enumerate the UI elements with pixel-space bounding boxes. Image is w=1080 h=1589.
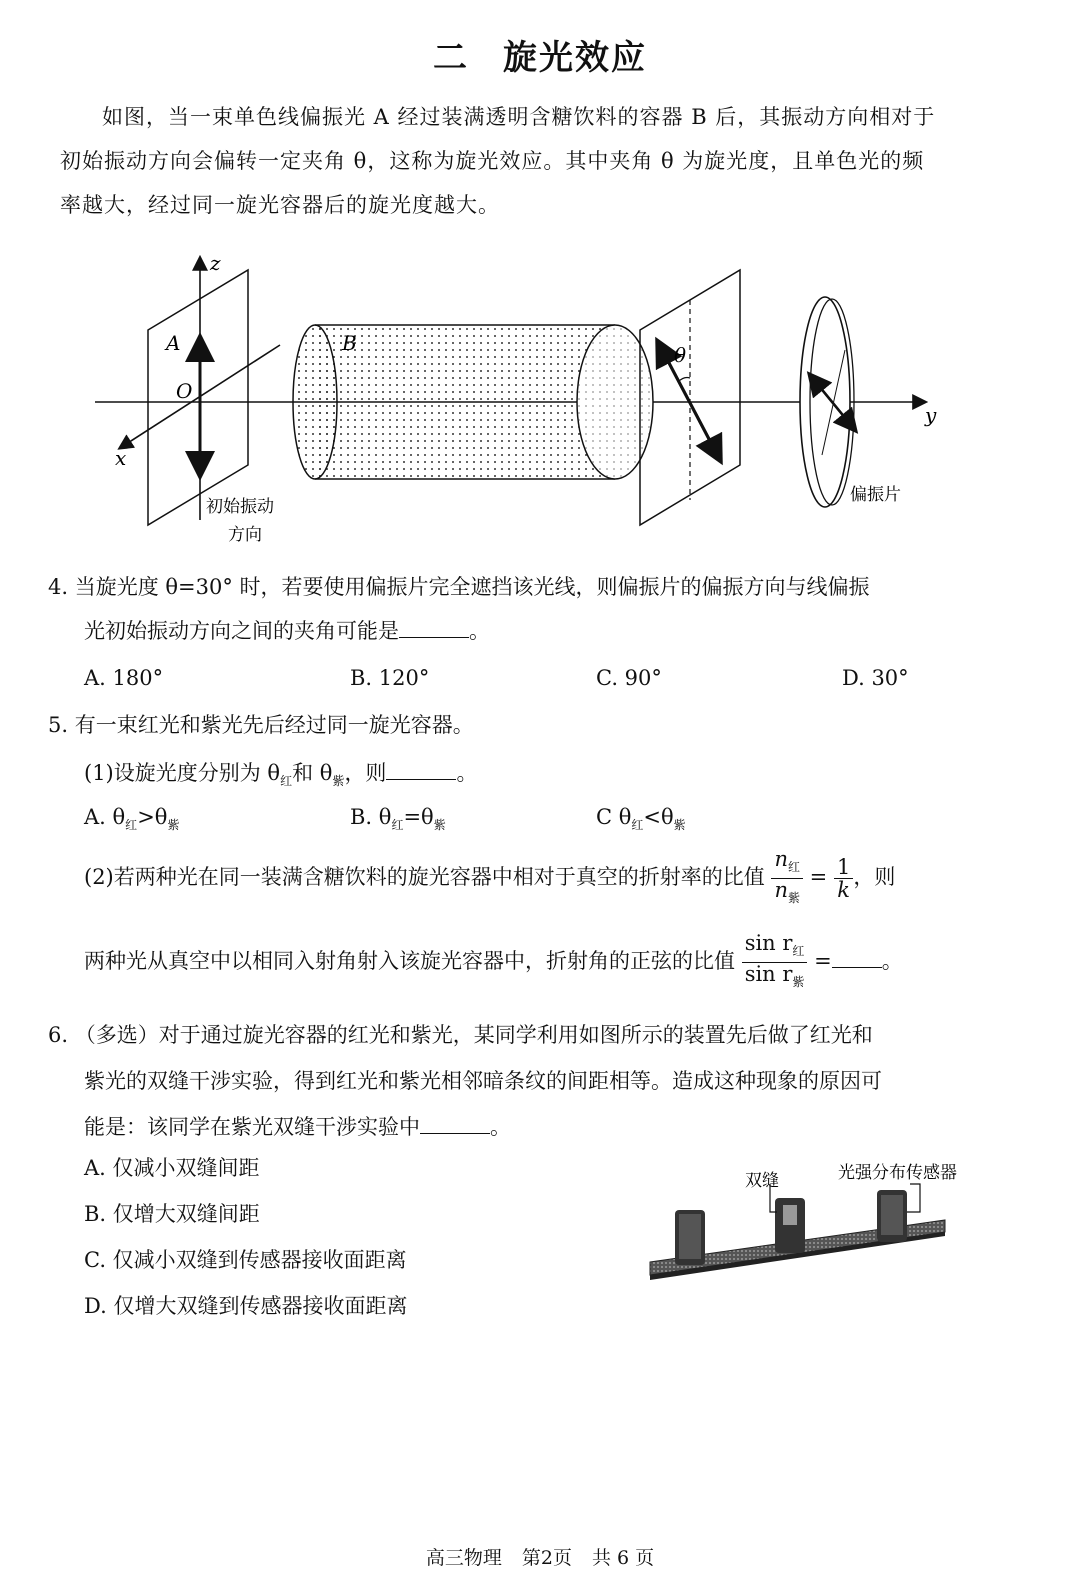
fraction-n-ratio: $\frac{n_红}{n_紫}$ xyxy=(771,848,803,909)
label-B: B xyxy=(342,331,357,355)
caption-polarizer: 偏振片 xyxy=(850,485,901,505)
caption-initial-2: 方向 xyxy=(228,525,262,545)
section-number: 二 xyxy=(433,38,469,78)
label-x: x xyxy=(115,446,127,470)
optical-rotation-diagram xyxy=(80,250,980,560)
section-name: 旋光效应 xyxy=(503,38,647,78)
output-plane xyxy=(640,270,740,525)
q6-option-b[interactable]: B. 仅增大双缝间距 xyxy=(84,1202,260,1226)
q5-sub1: (1)设旋光度分别为 $\theta_红$和 $\theta_紫$，则 。 xyxy=(84,761,478,789)
q4-stem-line1: 4. 当旋光度 θ=30° 时，若要使用偏振片完全遮挡该光线，则偏振片的偏振方向与线偏振 xyxy=(48,575,870,599)
footer-page: 第2页 xyxy=(521,1547,572,1569)
label-double-slit: 双缝 xyxy=(745,1171,779,1191)
q5-option-b[interactable]: B. $\theta_红=\theta_紫$ xyxy=(350,805,446,833)
q6-option-c[interactable]: C. 仅减小双缝到传感器接收面距离 xyxy=(84,1248,407,1272)
label-y: y xyxy=(925,403,937,427)
double-slit-apparatus xyxy=(645,1150,1005,1290)
q4-option-a[interactable]: A. 180° xyxy=(84,666,164,690)
q5-sub2-line2: 两种光从真空中以相同入射角射入该旋光容器中，折射角的正弦的比值 $\frac{\sin r_红}{\sin r_紫}$ = 。 xyxy=(84,932,1064,993)
intro-line: 率越大，经过同一旋光容器后的旋光度越大。 xyxy=(60,193,500,217)
section-title xyxy=(0,30,1080,79)
q4-blank[interactable] xyxy=(399,617,469,638)
q6-line1: 6. （多选）对于通过旋光容器的红光和紫光，某同学利用如图所示的装置先后做了红光和 xyxy=(48,1023,873,1047)
label-sensor: 光强分布传感器 xyxy=(838,1163,957,1183)
question-4 xyxy=(48,572,1038,646)
label-theta: θ xyxy=(674,343,687,367)
label-origin: O xyxy=(176,379,193,403)
q4-stem-line2: 光初始振动方向之间的夹角可能是 。 xyxy=(84,619,490,643)
q6-line3: 能是：该同学在紫光双缝干涉实验中 。 xyxy=(84,1115,511,1139)
fraction-sin-ratio: $\frac{\sin r_红}{\sin r_紫}$ xyxy=(742,932,808,993)
q4-option-b[interactable]: B. 120° xyxy=(350,666,430,690)
q5-option-c[interactable]: C $\theta_红<\theta_紫$ xyxy=(596,805,686,833)
footer-total: 共 6 页 xyxy=(591,1547,655,1569)
q5-sub2: (2)若两种光在同一装满含糖饮料的旋光容器中相对于真空的折射率的比值 $\frac{n_红}{n_紫}$ = $\frac{1}{k}$ ，则 xyxy=(84,848,1044,909)
page-footer xyxy=(0,1543,1080,1570)
label-A: A xyxy=(166,331,181,355)
intro-paragraph xyxy=(60,95,1020,227)
footer-subject: 高三物理 xyxy=(425,1547,502,1569)
q5-sub1-blank[interactable] xyxy=(386,759,456,780)
caption-initial-1: 初始振动 xyxy=(206,497,274,517)
q5-option-a[interactable]: A. $\theta_红>\theta_紫$ xyxy=(84,805,180,833)
q4-option-d[interactable]: D. 30° xyxy=(842,666,909,690)
question-6 xyxy=(48,1012,1038,1150)
q5-stem: 5. 有一束红光和紫光先后经过同一旋光容器。 xyxy=(48,713,474,737)
q5-sub2-blank[interactable] xyxy=(832,947,882,968)
intro-line: 如图，当一束单色线偏振光 A 经过装满透明含糖饮料的容器 B 后，其振动方向相对于 xyxy=(102,105,936,129)
label-z: z xyxy=(210,251,221,275)
container-body xyxy=(315,325,615,480)
fraction-one-over-k: $\frac{1}{k}$ xyxy=(834,856,853,901)
polarizer-disk xyxy=(800,297,850,507)
q6-option-d[interactable]: D. 仅增大双缝到传感器接收面距离 xyxy=(84,1294,408,1318)
q6-blank[interactable] xyxy=(420,1113,490,1134)
q6-option-a[interactable]: A. 仅减小双缝间距 xyxy=(84,1156,260,1180)
q6-line2: 紫光的双缝干涉实验，得到红光和紫光相邻暗条纹的间距相等。造成这种现象的原因可 xyxy=(84,1069,882,1093)
q4-option-c[interactable]: C. 90° xyxy=(596,666,662,690)
intro-line: 初始振动方向会偏转一定夹角 θ，这称为旋光效应。其中夹角 θ 为旋光度，且单色光的频 xyxy=(60,149,925,173)
